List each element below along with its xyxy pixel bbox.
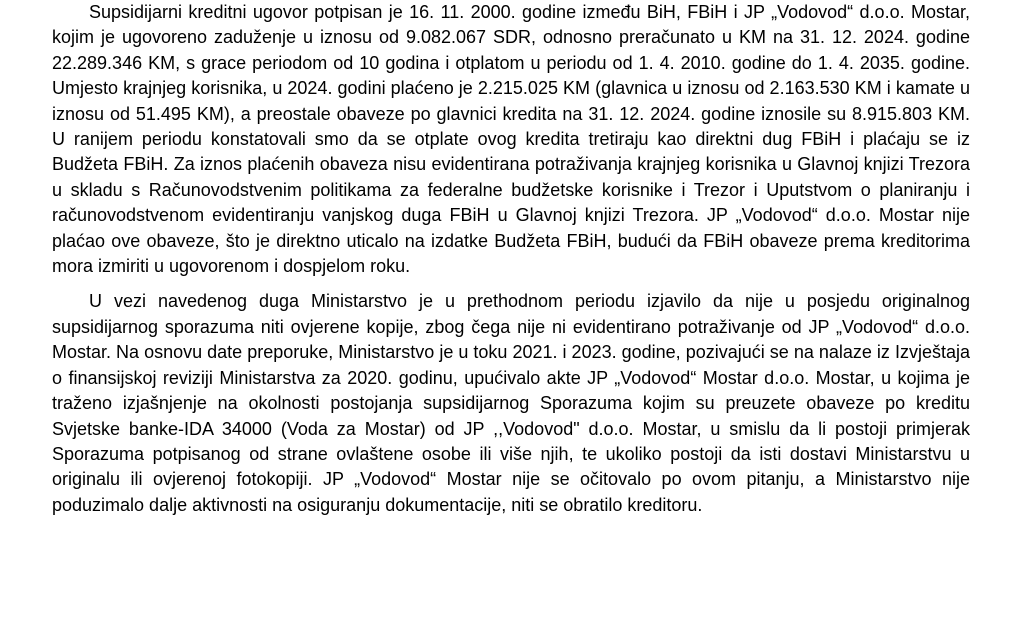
paragraph-ministry-statement: U vezi navedenog duga Ministarstvo je u prethodnom periodu izjavilo da nije u posjedu originalnog supsidijarnog sporazuma niti ovjerene kopije, zbog čega nije ni evidentirano potraživanje od JP „Vodovod“ d.o.o. Mostar. Na osnovu date preporuke, Ministarstvo je u toku 2021. i 2023. godine, pozivajući se na nalaze iz Izvještaja o finansijskoj reviziji Ministarstva za 2020. godinu, upućivalo akte JP „Vodovod“ Mostar d.o.o. Mostar, u kojima je traženo izjašnjenje na okolnosti postojanja supsidijarnog Sporazuma kojim su preuzete obaveze po kreditu Svjetske banke-IDA 34000 (Voda za Mostar) od JP ,,Vodovod" d.o.o. Mostar, u smislu da li postoji primjerak Sporazuma potpisanog od strane ovlaštene osobe ili više njih, te ukoliko postoji da isti dostavi Ministarstvu u originalu ili ovjerenoj fotokopiji. JP „Vodovod“ Mostar nije se očitovalo po ovom pitanju, a Ministarstvo nije poduzimalo dalje aktivnosti na osiguranju dokumentacije, niti se obratilo kreditoru. (52, 291, 970, 515)
document-page (52, 0, 970, 518)
paragraph-subsidiary-loan-agreement: Supsidijarni kreditni ugovor potpisan je 16. 11. 2000. godine između BiH, FBiH i JP „Vodovod“ d.o.o. Mostar, kojim je ugovoreno zaduženje u iznosu od 9.082.067 SDR, odnosno preračunato u KM na 31. 12. 2024. godine 22.289.346 KM, s grace periodom od 10 godina i otplatom u periodu od 1. 4. 2010. godine do 1. 4. 2035. godine. Umjesto krajnjeg korisnika, u 2024. godini plaćeno je 2.215.025 KM (glavnica u iznosu od 2.163.530 KM i kamate u iznosu od 51.495 KM), a preostale obaveze po glavnici kredita na 31. 12. 2024. godine iznosile su 8.915.803 KM. U ranijem periodu konstatovali smo da se otplate ovog kredita tretiraju kao direktni dug FBiH i plaćaju se iz Budžeta FBiH. Za iznos plaćenih obaveza nisu evidentirana potraživanja krajnjeg korisnika u Glavnoj knjizi Trezora u skladu s Računovodstvenim politikama za federalne budžetske korisnike i Trezor i Uputstvom o planiranju i računovodstvenom evidentiranju vanjskog duga FBiH u Glavnoj knjizi Trezora. JP „Vodovod“ d.o.o. Mostar nije plaćao ove obaveze, što je direktno uticalo na izdatke Budžeta FBiH, budući da FBiH obaveze prema kreditorima mora izmiriti u ugovorenom i dospjelom roku. (52, 2, 970, 277)
